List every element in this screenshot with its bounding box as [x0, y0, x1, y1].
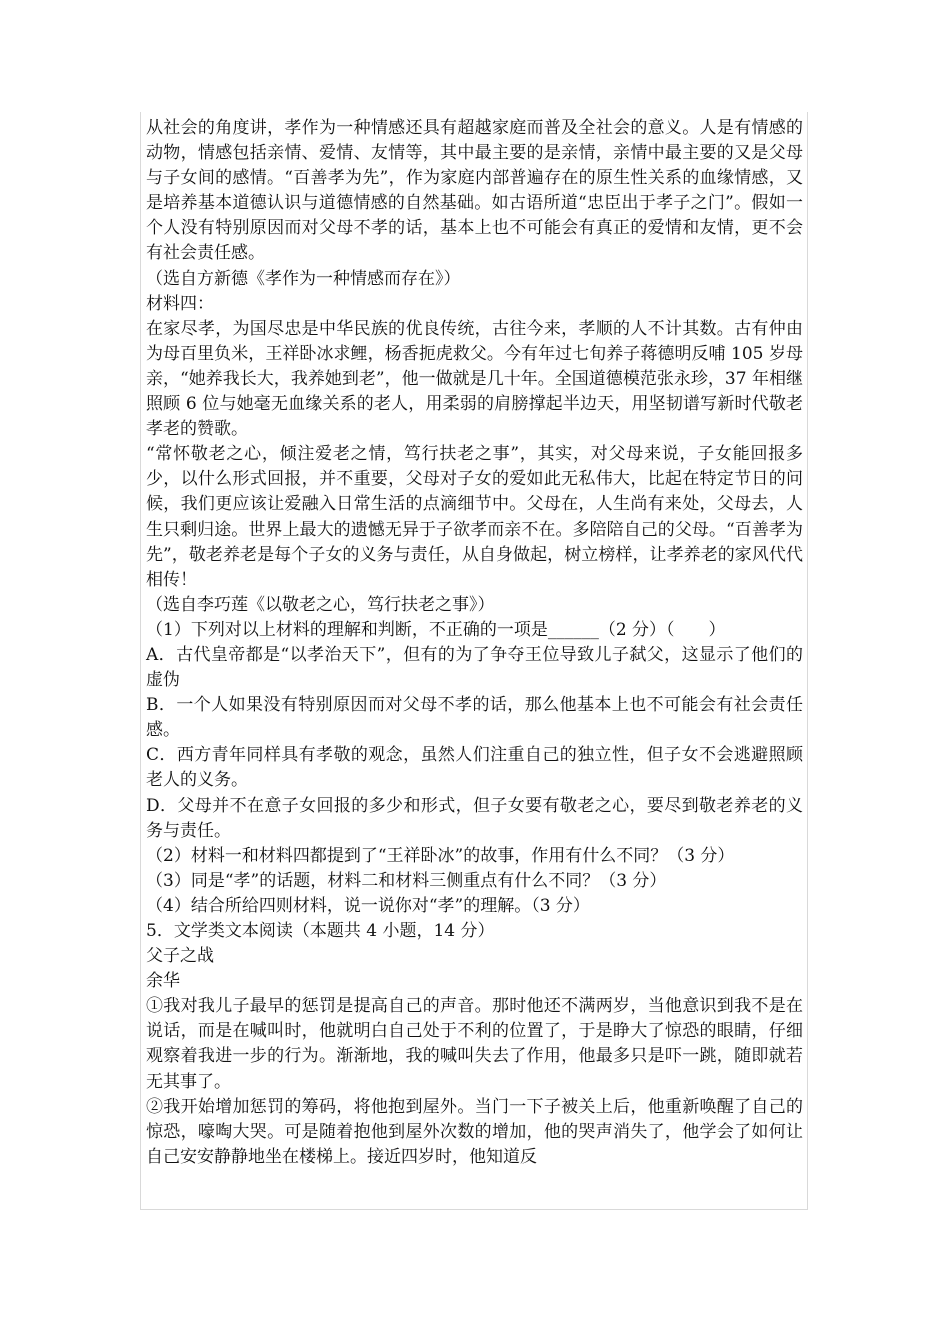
paragraph-material-four-body-2: “常怀敬老之心，倾注爱老之情，笃行扶老之事”，其实，对父母来说，子女能回报多少，以什么形式回报，并不重要，父母对子女的爱如此无私伟大，比起在特定节日的问候，我们更应该让爱融入日常生活的点滴细节中。父母在，人生尚有来处，父母去，人生只剩归途。世界上最大的遗憾无异于子欲孝而亲不在。多陪陪自己的父母。“百善孝为先”，敬老养老是每个子女的义务与责任，从自身做起，树立榜样，让孝养老的家风代代相传！	[146, 444, 803, 590]
question-1-option-b: B．一个人如果没有特别原因而对父母不孝的话，那么他基本上也不可能会有社会责任感。	[146, 695, 803, 741]
question-1-option-c: C．西方青年同样具有孝敬的观念，虽然人们注重自己的独立性，但子女不会逃避照顾老人的义务。	[146, 745, 803, 791]
question-1-option-a: A．古代皇帝都是“以孝治天下”，但有的为了争夺王位导致儿子弑父，这显示了他们的虚伪	[146, 644, 803, 691]
story-author: 余华	[146, 971, 180, 992]
section-5-heading: 5．文学类文本阅读（本题共 4 小题，14 分）	[146, 921, 495, 941]
source-note-material-three: （选自方新德《孝作为一种情感而存在》）	[146, 268, 461, 289]
document-page	[140, 112, 808, 1210]
question-1-stem: （1）下列对以上材料的理解和判断，不正确的一项是______（2 分）（ ）	[146, 619, 726, 640]
source-note-material-four: （选自李巧莲《以敬老之心，笃行扶老之事》）	[146, 594, 495, 615]
paragraph-material-four-body-1: 在家尽孝，为国尽忠是中华民族的优良传统，古往今来，孝顺的人不计其数。古有仲由为母百里负米，王祥卧冰求鲤，杨香扼虎救父。今有年过七旬养子蒋德明反哺 105 岁母亲，“她养我长大，我养她到老”，他一做就是几十年。全国道德模范张永珍，37 年相继照顾 6 位与她毫无血缘关系的老人，用柔弱的肩膀撑起半边天，用坚韧谱写新时代敬老孝老的赞歌。	[146, 318, 803, 440]
heading-material-four: 材料四：	[146, 293, 214, 314]
story-title: 父子之战	[146, 946, 214, 967]
paragraph-material-three-body: 从社会的角度讲，孝作为一种情感还具有超越家庭而普及全社会的意义。人是有情感的动物，情感包括亲情、爱情、友情等，其中最主要的是亲情，亲情中最主要的又是父母与子女间的感情。“百善孝为先”，作为家庭内部普遍存在的原生性关系的血缘情感，又是培养基本道德认识与道德情感的自然基础。如古语所道“忠臣出于孝子之门”。假如一个人没有特别原因而对父母不孝的话，基本上也不可能会有真正的爱情和友情，更不会有社会责任感。	[146, 118, 803, 264]
question-1-option-d: D．父母并不在意子女回报的多少和形式，但子女要有敬老之心，要尽到敬老养老的义务与责任。	[146, 795, 803, 841]
story-paragraph-2: ②我开始增加惩罚的筹码，将他抱到屋外。当门一下子被关上后，他重新唤醒了自己的惊恐，嚎啕大哭。可是随着抱他到屋外次数的增加，他的哭声消失了，他学会了如何让自己安安静静地坐在楼梯上。接近四岁时，他知道反	[146, 1096, 803, 1167]
question-2: （2）材料一和材料四都提到了“王祥卧冰”的故事，作用有什么不同？（3 分）	[146, 845, 735, 866]
question-3: （3）同是“孝”的话题，材料二和材料三侧重点有什么不同？（3 分）	[146, 870, 667, 891]
story-paragraph-1: ①我对我儿子最早的惩罚是提高自己的声音。那时他还不满两岁，当他意识到我不是在说话，而是在喊叫时，他就明白自己处于不利的位置了，于是睁大了惊恐的眼睛，仔细观察着我进一步的行为。渐渐地，我的喊叫失去了作用，他最多只是吓一跳，随即就若无其事了。	[146, 996, 803, 1092]
question-4: （4）结合所给四则材料，说一说你对“孝”的理解。（3 分）	[146, 895, 590, 916]
